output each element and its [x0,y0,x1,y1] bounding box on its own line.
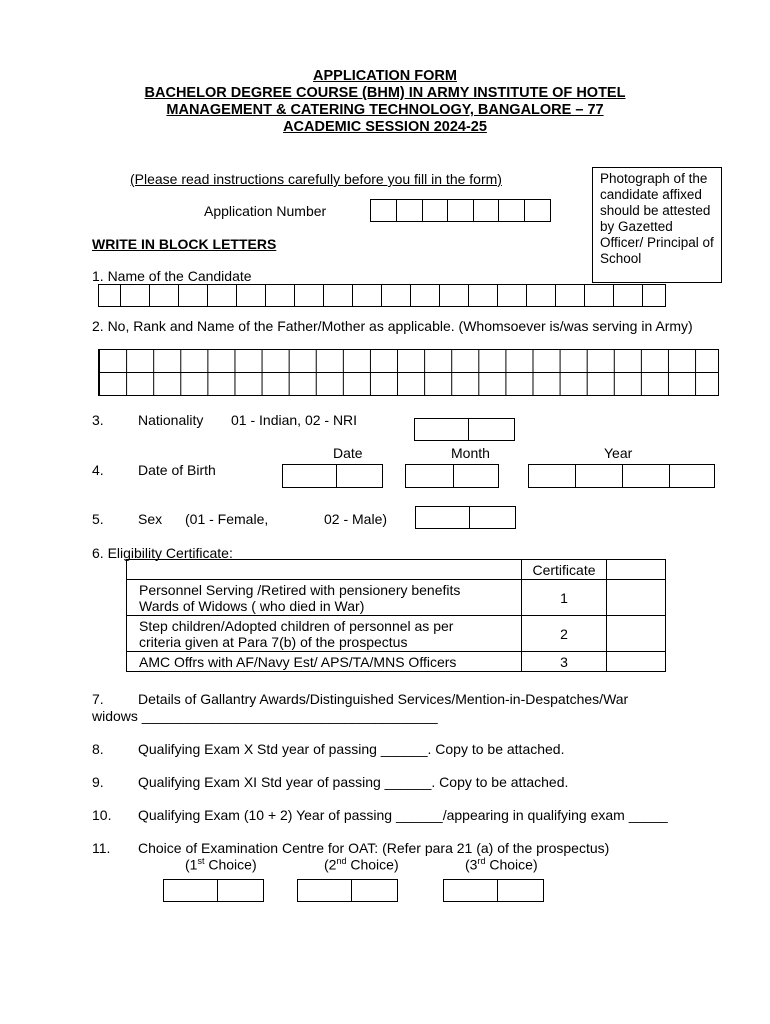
block-letters-heading: WRITE IN BLOCK LETTERS [92,236,277,252]
q6-label: 6. Eligibility Certificate: [92,545,233,561]
choice2-label [324,856,399,873]
eligibility-cert-code: 2 [522,616,607,652]
eligibility-check-cell[interactable] [607,616,666,652]
choice3-sup: rd [477,856,486,866]
dob-date-heading: Date [333,445,363,461]
q4-number: 4. [92,462,104,478]
dob-year-heading: Year [604,445,633,461]
eligibility-header-blank [127,560,522,580]
dob-year-input[interactable] [528,464,715,488]
eligibility-desc-line1: Personnel Serving /Retired with pensionery benefits [139,581,461,598]
q3-number: 3. [92,412,104,428]
q11-number: 11. [92,840,111,856]
q10-number: 10. [92,807,112,823]
dob-month-heading: Month [451,445,490,461]
eligibility-desc-line1: Step children/Adopted children of personnel as per [139,617,454,634]
choice1-rest: Choice) [204,856,257,873]
choice2-num: (2 [324,856,337,873]
q8-number: 8. [92,741,104,757]
eligibility-header-row [127,560,666,580]
eligibility-table [126,559,666,672]
gallantry-label: Details of Gallantry Awards/Distinguished Services/Mention-in-Despatches/War [138,691,629,707]
choice1-sup: st [197,856,205,866]
q8-text[interactable]: Qualifying Exam X Std year of passing ______. Copy to be attached. [138,741,565,757]
nationality-label: Nationality [138,412,204,428]
photograph-box[interactable]: Photograph of the candidate affixed should be attested by Gazetted Officer/ Principal of School [592,167,722,283]
form-header [0,68,770,136]
choice1-label [185,856,257,873]
eligibility-desc [127,652,522,672]
application-number-label: Application Number [204,203,327,219]
sex-option-female: (01 - Female, [185,511,269,527]
choice1-input[interactable] [163,879,264,902]
parent-details-input[interactable] [98,349,719,396]
q2-label: 2. No, Rank and Name of the Father/Mother as applicable. (Whomsoever is/was serving in Army) [92,318,693,334]
choice3-label [465,856,538,873]
eligibility-check-cell[interactable] [607,652,666,672]
eligibility-desc [127,580,522,616]
sex-input[interactable] [415,506,516,529]
choice1-num: (1 [185,856,198,873]
eligibility-cert-code: 3 [522,652,607,672]
q9-text[interactable]: Qualifying Exam XI Std year of passing ______. Copy to be attached. [138,774,569,790]
form-title: APPLICATION FORM [313,68,457,84]
sex-option-male: 02 - Male) [324,511,388,527]
course-title-line1: BACHELOR DEGREE COURSE (BHM) IN ARMY INSTITUTE OF HOTEL [144,85,626,101]
dob-label: Date of Birth [138,462,216,478]
choice2-input[interactable] [297,879,398,902]
eligibility-check-cell[interactable] [607,580,666,616]
q9-number: 9. [92,774,104,790]
q7-number: 7. [92,691,104,707]
eligibility-desc [127,616,522,652]
choice3-input[interactable] [443,879,544,902]
application-number-input[interactable] [370,199,551,222]
choice2-sup: nd [336,856,347,866]
eligibility-desc-line2: Wards of Widows ( who died in War) [139,597,365,614]
eligibility-desc-line1: AMC Offrs with AF/Navy Est/ APS/TA/MNS Officers [139,653,457,670]
dob-month-input[interactable] [405,464,499,488]
eligibility-row [127,616,666,652]
nationality-options: 01 - Indian, 02 - NRI [231,412,358,428]
q11-text: Choice of Examination Centre for OAT: (Refer para 21 (a) of the prospectus) [138,840,610,856]
certificate-column-header: Certificate [522,560,607,580]
eligibility-header-check [607,560,666,580]
choice3-rest: Choice) [485,856,538,873]
dob-date-input[interactable] [282,464,383,488]
gallantry-input-line[interactable]: widows ______________________________________ [92,708,438,724]
sex-label: Sex [138,511,163,527]
eligibility-cert-code: 1 [522,580,607,616]
q5-number: 5. [92,511,104,527]
choice2-rest: Choice) [346,856,399,873]
nationality-input[interactable] [414,418,515,441]
eligibility-row [127,652,666,672]
q10-text[interactable]: Qualifying Exam (10 + 2) Year of passing ______/appearing in qualifying exam _____ [138,807,668,823]
candidate-name-input[interactable] [98,284,666,307]
choice3-num: (3 [465,856,478,873]
instructions-note: (Please read instructions carefully before you fill in the form) [130,171,502,187]
q1-label: 1. Name of the Candidate [92,268,252,284]
eligibility-row [127,580,666,616]
course-title-line2: MANAGEMENT & CATERING TECHNOLOGY, BANGALORE – 77 [166,102,604,118]
eligibility-desc-line2: criteria given at Para 7(b) of the prospectus [139,633,408,650]
academic-session: ACADEMIC SESSION 2024-25 [283,119,487,135]
